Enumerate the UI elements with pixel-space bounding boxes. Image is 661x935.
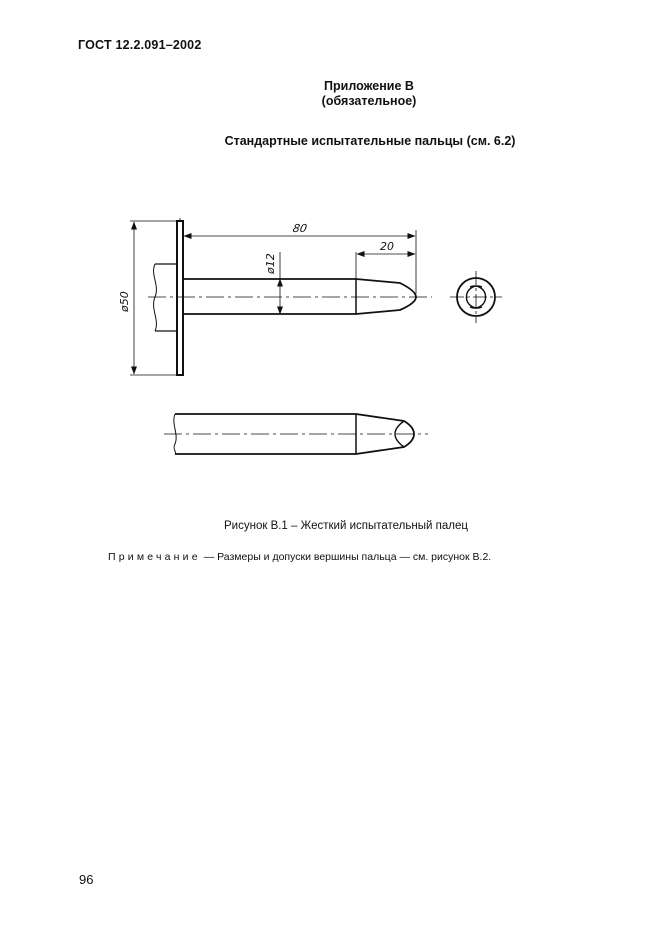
- handle-break: [154, 264, 157, 331]
- figure-caption: Рисунок В.1 – Жесткий испытательный палец: [224, 520, 468, 532]
- appendix-title: Приложение В: [324, 79, 414, 93]
- figure-note: [108, 551, 491, 563]
- standard-code: ГОСТ 12.2.091–2002: [78, 38, 202, 52]
- top-view: [164, 414, 428, 454]
- dim-label-d12: ø12: [264, 253, 277, 274]
- appendix-status: (обязательное): [321, 94, 417, 108]
- dim-label-d50: ø50: [118, 291, 131, 312]
- dim-label-80: 80: [291, 222, 309, 235]
- end-view: [450, 271, 502, 323]
- finger-shaft: [183, 279, 356, 314]
- note-label: Примечание: [108, 551, 201, 563]
- flange-plate: [177, 221, 183, 375]
- handle-stub: [155, 264, 177, 331]
- note-text: — Размеры и допуски вершины пальца — см. рисунок В.2.: [200, 551, 492, 563]
- finger-tip: [356, 279, 416, 314]
- page-number: 96: [79, 872, 94, 887]
- dim-label-20: 20: [380, 240, 394, 253]
- section-title: Стандартные испытательные пальцы (см. 6.2): [224, 134, 516, 148]
